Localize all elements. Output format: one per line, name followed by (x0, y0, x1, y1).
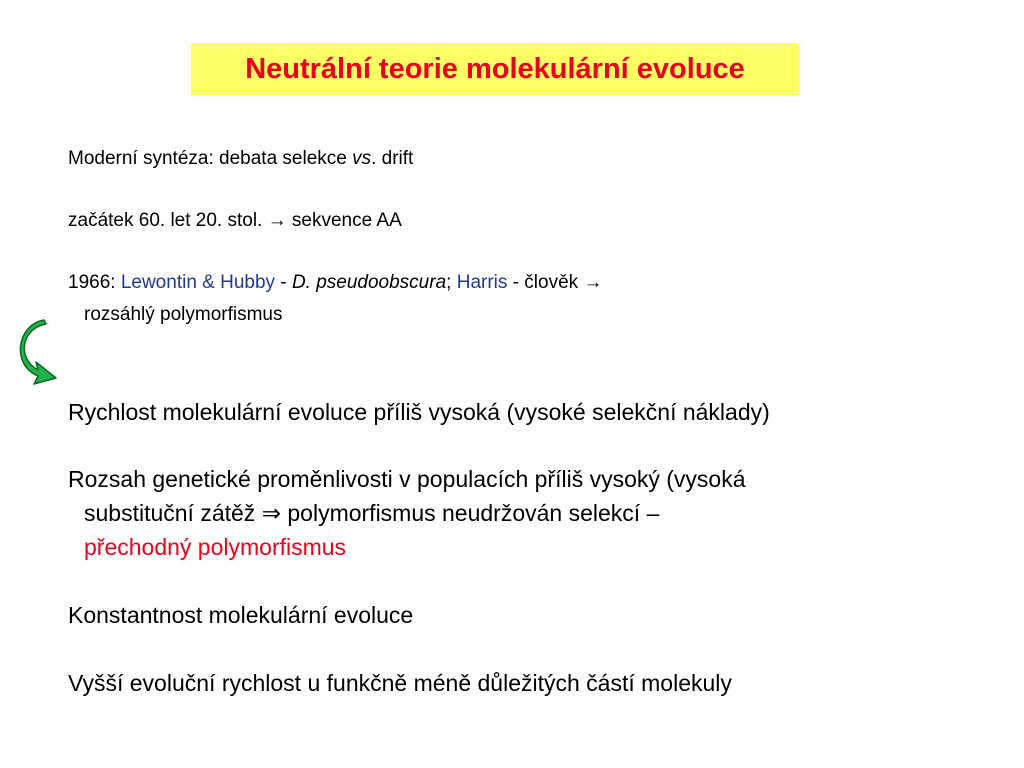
transient-polymorphism: přechodný polymorfismus (84, 534, 347, 560)
substitution-text: substituční zátěž (84, 500, 262, 526)
year-text: 1966: (68, 272, 121, 293)
implies-arrow-icon: ⇒ (261, 500, 281, 526)
point-variability-line2 (84, 500, 659, 527)
intro-line-polymorphism: rozsáhlý polymorfismus (84, 304, 283, 325)
separator-2: ; (446, 272, 457, 293)
synthesis-vs: vs (352, 148, 372, 169)
point-rate: Rychlost molekulární evoluce příliš vysoká (vysoké selekční náklady) (68, 399, 770, 425)
point-constancy: Konstantnost molekulární evoluce (68, 602, 414, 628)
curved-arrow-icon (16, 318, 58, 386)
intro-line-sequencing (68, 210, 402, 232)
species-name: D. pseudoobscura (291, 272, 447, 293)
title-box (191, 43, 799, 95)
synthesis-rest: . drift (371, 148, 414, 169)
right-arrow-icon: → (583, 272, 603, 293)
sequencing-rest: sekvence AA (286, 210, 402, 231)
slide-title: Neutrální teorie molekulární evoluce (245, 52, 745, 85)
lewontin-hubby-name: Lewontin & Hubby (120, 272, 276, 293)
sequencing-text: začátek 60. let 20. stol. (68, 210, 268, 231)
point-higher-rate: Vyšší evoluční rychlost u funkčně méně důležitých částí molekuly (68, 670, 732, 696)
intro-line-1966 (68, 272, 602, 294)
synthesis-text: Moderní syntéza: debata selekce (68, 148, 353, 169)
right-arrow-icon: → (267, 210, 287, 231)
intro-line-synthesis (68, 148, 413, 170)
point-variability-line1: Rozsah genetické proměnlivosti v populacích příliš vysoký (vysoká (68, 466, 746, 492)
harris-name: Harris (456, 272, 508, 293)
polymorphism-text: polymorfismus neudržován selekcí – (280, 500, 660, 526)
separator-1: - (275, 272, 292, 293)
separator-3: - člověk (507, 272, 584, 293)
